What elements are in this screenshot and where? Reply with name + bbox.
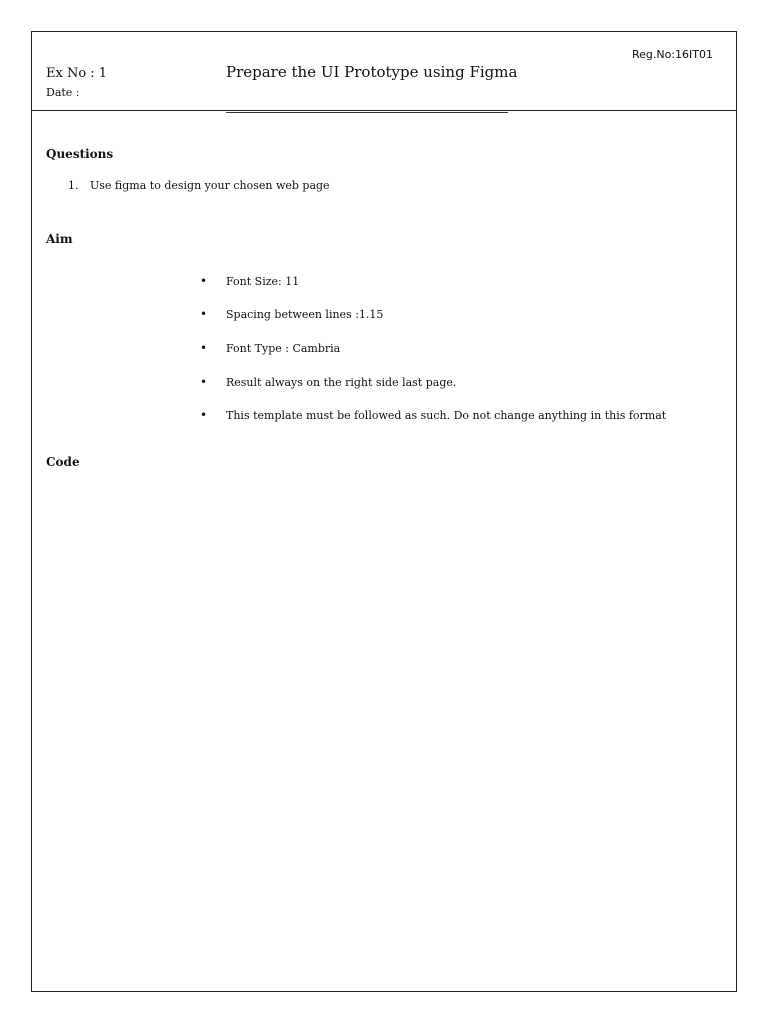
aim-bullet-item — [200, 408, 666, 422]
page-title: Prepare the UI Prototype using Figma — [226, 63, 518, 81]
aim-bullet-item — [200, 307, 383, 321]
aim-bullet-text: Result always on the right side last page. — [226, 376, 457, 389]
header-divider — [31, 110, 737, 111]
aim-bullet-text: Font Size: 11 — [226, 275, 300, 288]
exercise-number: Ex No : 1 — [46, 66, 108, 81]
aim-bullet-text: Spacing between lines :1.15 — [226, 308, 384, 321]
bullet-icon: • — [200, 408, 208, 422]
date-label: Date : — [46, 86, 80, 99]
bullet-icon: • — [200, 341, 208, 355]
registration-number: Reg.No:16IT01 — [632, 48, 714, 61]
questions-heading: Questions — [46, 147, 114, 161]
code-heading: Code — [46, 455, 80, 469]
aim-bullet-item — [200, 274, 299, 288]
bullet-icon: • — [200, 274, 208, 288]
question-text: Use figma to design your chosen web page — [90, 179, 330, 192]
aim-heading: Aim — [46, 232, 73, 246]
question-item — [68, 179, 330, 192]
aim-bullet-text: Font Type : Cambria — [226, 342, 341, 355]
page-border — [31, 31, 737, 992]
bullet-icon: • — [200, 375, 208, 389]
question-number: 1. — [68, 179, 79, 192]
title-underline — [226, 112, 508, 113]
aim-bullet-item — [200, 375, 456, 389]
aim-bullet-text: This template must be followed as such. Do not change anything in this format — [226, 409, 667, 422]
bullet-icon: • — [200, 307, 208, 321]
aim-bullet-item — [200, 341, 340, 355]
